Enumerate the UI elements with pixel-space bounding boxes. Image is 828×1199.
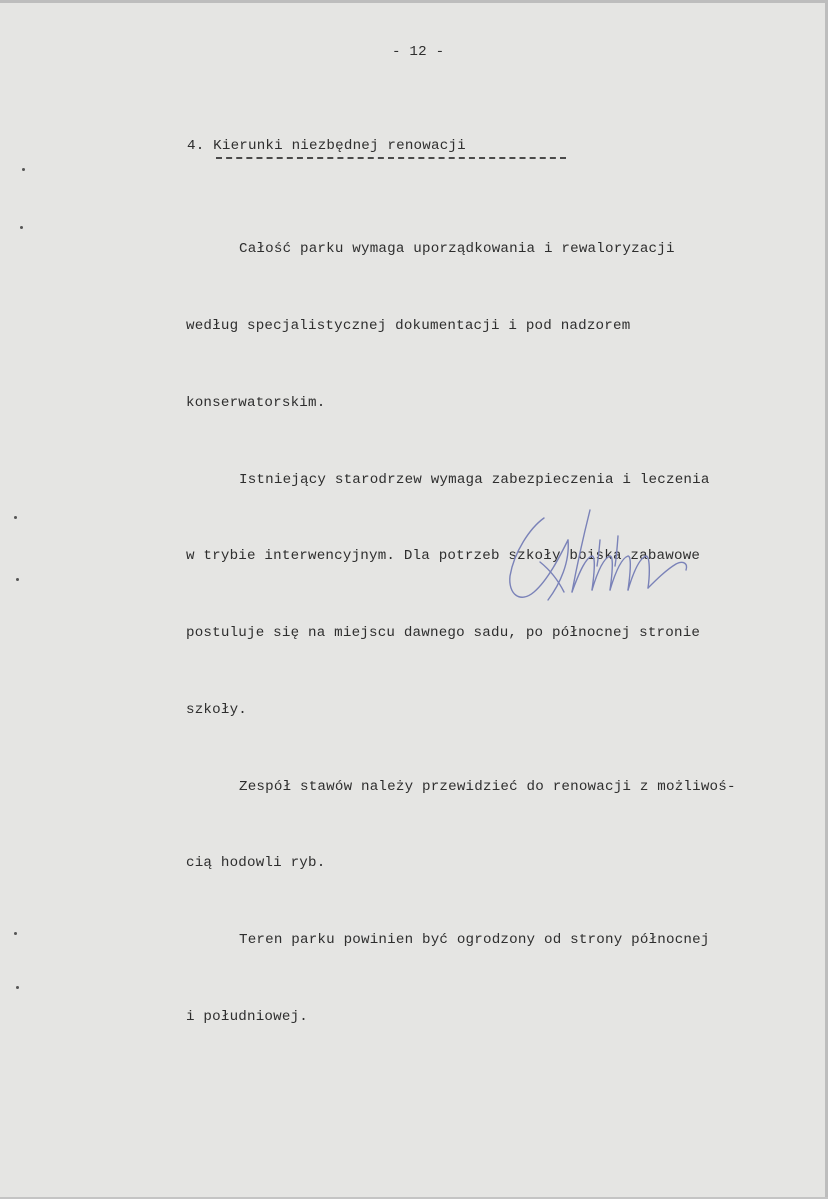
heading-underline [216,157,566,159]
body-line: i południowej. [186,1009,308,1025]
scan-speck [22,168,25,171]
scan-speck [16,986,19,989]
body-line: Istniejący starodrzew wymaga zabezpieczenia i leczenia [239,471,710,488]
body-line: w trybie interwencyjnym. Dla potrzeb szkoły boiska zabawowe [186,548,701,565]
scan-speck [14,932,17,935]
scan-speck [20,226,23,229]
body-text [186,186,736,1082]
body-line: cią hodowli ryb. [186,855,326,872]
scan-edge-top [0,0,828,3]
section-heading: 4. Kierunki niezbędnej renowacji [187,138,466,154]
body-line: konserwatorskim. [186,394,326,411]
body-line: według specjalistycznej dokumentacji i pod nadzorem [186,317,631,334]
body-line: postuluje się na miejscu dawnego sadu, po północnej stronie [186,625,701,642]
body-line: Całość parku wymaga uporządkowania i rewaloryzacji [239,241,675,258]
scan-speck [16,578,19,581]
page-number: - 12 - [392,44,445,60]
handwritten-signature-icon [500,500,710,620]
scan-speck [14,516,17,519]
body-line: Teren parku powinien być ogrodzony od strony północnej [239,932,710,949]
body-line: szkoły. [186,701,247,718]
body-line: Zespół stawów należy przewidzieć do renowacji z możliwoś- [239,778,736,795]
